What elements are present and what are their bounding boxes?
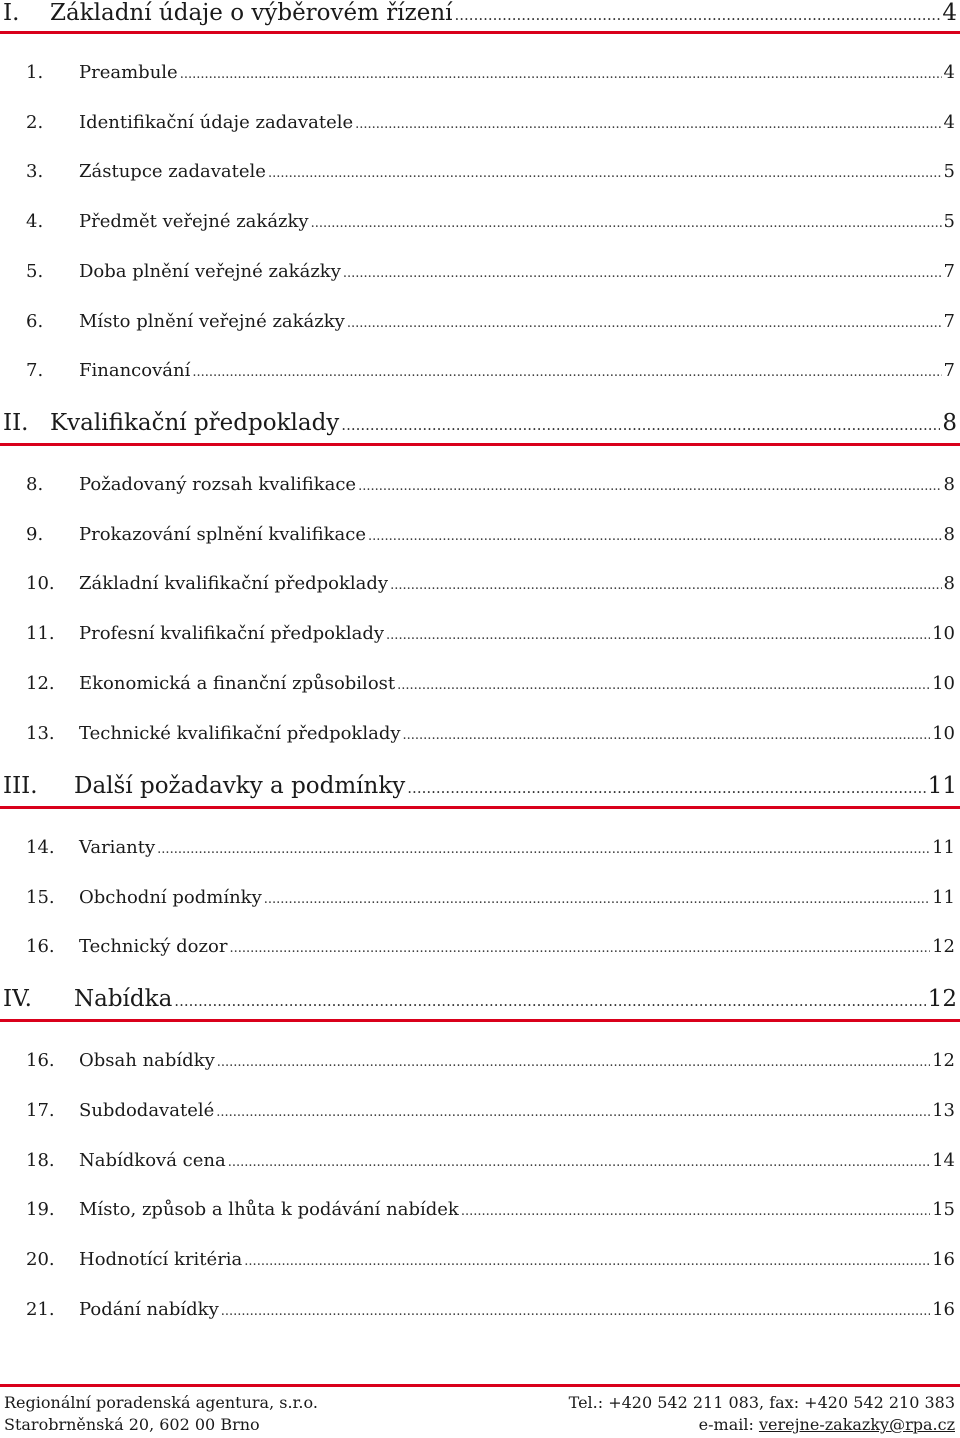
toc-dot-leader — [268, 166, 942, 181]
section-divider — [0, 1019, 960, 1022]
toc-dot-leader — [407, 779, 925, 797]
footer-phone-fax: Tel.: +420 542 211 083, fax: +420 542 210 383 — [568, 1393, 955, 1412]
toc-dot-leader — [216, 1105, 930, 1120]
toc-section-title: Kvalifikační předpoklady — [50, 410, 340, 436]
toc-section-1[interactable] — [3, 0, 957, 26]
toc-dot-leader — [368, 529, 942, 544]
toc-item[interactable] — [26, 573, 955, 594]
toc-dot-leader — [358, 479, 941, 494]
toc-item-number: 19. — [26, 1199, 55, 1220]
toc-item[interactable] — [26, 161, 955, 182]
toc-dot-leader — [157, 842, 930, 857]
toc-section-title: Další požadavky a podmínky — [74, 773, 406, 799]
section-divider — [0, 443, 960, 446]
toc-item-number: 7. — [26, 360, 44, 381]
toc-dot-leader — [343, 266, 942, 281]
toc-item[interactable] — [26, 723, 955, 744]
toc-dot-leader — [244, 1254, 930, 1269]
toc-dot-leader — [180, 67, 942, 82]
toc-dot-leader — [264, 892, 930, 907]
toc-dot-leader — [403, 728, 931, 743]
toc-item-number: 5. — [26, 261, 44, 282]
toc-item-title: Místo plnění veřejné zakázky — [79, 311, 345, 332]
toc-dot-leader — [217, 1055, 930, 1070]
toc-item-number: 21. — [26, 1299, 55, 1320]
toc-dot-leader — [221, 1304, 930, 1319]
toc-page-number: 10 — [932, 623, 955, 644]
toc-page-number: 12 — [932, 1050, 955, 1071]
footer-email-link[interactable]: verejne-zakazky@rpa.cz — [758, 1415, 955, 1434]
toc-item-title: Místo, způsob a lhůta k podávání nabídek — [79, 1199, 459, 1220]
toc-item-number: 17. — [26, 1100, 55, 1121]
footer-contact-block — [569, 1392, 955, 1436]
toc-item[interactable] — [26, 1050, 955, 1071]
toc-item-title: Podání nabídky — [79, 1299, 219, 1320]
toc-dot-leader — [228, 1155, 930, 1170]
toc-page-number: 7 — [943, 360, 955, 381]
toc-page-number: 7 — [943, 311, 955, 332]
toc-item-number: 6. — [26, 311, 44, 332]
toc-item-title: Nabídková cena — [79, 1150, 226, 1171]
toc-item[interactable] — [26, 1249, 955, 1270]
toc-dot-leader — [174, 992, 925, 1010]
toc-item[interactable] — [26, 1299, 955, 1320]
footer-email-line — [569, 1414, 955, 1436]
toc-section-number: III. — [3, 773, 38, 799]
toc-item-title: Obchodní podmínky — [79, 887, 262, 908]
toc-item-title: Prokazování splnění kvalifikace — [79, 524, 367, 545]
toc-item-number: 15. — [26, 887, 55, 908]
toc-section-2[interactable] — [3, 410, 957, 436]
toc-item-title: Subdodavatelé — [79, 1100, 215, 1121]
toc-item[interactable] — [26, 887, 955, 908]
toc-page-number: 5 — [943, 161, 955, 182]
toc-item[interactable] — [26, 62, 955, 83]
toc-dot-leader — [386, 628, 930, 643]
toc-item-title: Identifikační údaje zadavatele — [79, 112, 354, 133]
section-divider — [0, 806, 960, 809]
toc-dot-leader — [355, 117, 941, 132]
toc-dot-leader — [397, 678, 930, 693]
toc-item-number: 10. — [26, 573, 55, 594]
toc-page-number: 4 — [942, 0, 957, 26]
toc-item-number: 20. — [26, 1249, 55, 1270]
toc-item-title: Preambule — [79, 62, 178, 83]
toc-item-number: 14. — [26, 837, 55, 858]
toc-dot-leader — [461, 1204, 930, 1219]
page-footer — [0, 1384, 960, 1438]
toc-item-number: 13. — [26, 723, 55, 744]
toc-item-title: Hodnotící kritéria — [79, 1249, 243, 1270]
toc-page-number: 13 — [932, 1100, 955, 1121]
footer-company-name: Regionální poradenská agentura, s.r.o. — [4, 1393, 318, 1412]
toc-page-number: 11 — [927, 773, 957, 799]
toc-item-title: Profesní kvalifikační předpoklady — [79, 623, 385, 644]
toc-item-number: 18. — [26, 1150, 55, 1171]
toc-section-title: Základní údaje o výběrovém řízení — [50, 0, 453, 26]
toc-page-number: 8 — [942, 410, 957, 436]
toc-item-number: 9. — [26, 524, 44, 545]
toc-item[interactable] — [26, 311, 955, 332]
toc-item-title: Ekonomická a finanční způsobilost — [79, 673, 396, 694]
toc-item-number: 11. — [26, 623, 55, 644]
toc-section-number: IV. — [3, 986, 32, 1012]
toc-item[interactable] — [26, 112, 955, 133]
toc-item[interactable] — [26, 1199, 955, 1220]
toc-section-3[interactable] — [3, 773, 957, 799]
toc-page-number: 16 — [932, 1249, 955, 1270]
toc-dot-leader — [192, 365, 941, 380]
toc-item-title: Předmět veřejné zakázky — [79, 211, 309, 232]
toc-page-number: 8 — [943, 573, 955, 594]
toc-item[interactable] — [26, 261, 955, 282]
toc-item[interactable] — [26, 673, 955, 694]
toc-page-number: 4 — [943, 112, 955, 133]
toc-dot-leader — [455, 6, 941, 24]
toc-item[interactable] — [26, 623, 955, 644]
toc-page-number: 12 — [932, 936, 955, 957]
toc-item-title: Doba plnění veřejné zakázky — [79, 261, 341, 282]
footer-address: Starobrněnská 20, 602 00 Brno — [4, 1415, 260, 1434]
toc-item-number: 2. — [26, 112, 44, 133]
toc-dot-leader — [390, 578, 941, 593]
toc-item-number: 4. — [26, 211, 44, 232]
toc-section-4[interactable] — [3, 986, 957, 1012]
toc-item[interactable] — [26, 1150, 955, 1171]
toc-page-number: 15 — [932, 1199, 955, 1220]
toc-item-title: Obsah nabídky — [79, 1050, 215, 1071]
toc-item-number: 8. — [26, 474, 44, 495]
toc-page-number: 14 — [932, 1150, 955, 1171]
toc-item-title: Technický dozor — [79, 936, 228, 957]
toc-page-number: 7 — [943, 261, 955, 282]
toc-dot-leader — [311, 216, 942, 231]
toc-item-title: Varianty — [79, 837, 156, 858]
toc-dot-leader — [347, 316, 942, 331]
footer-company-block — [4, 1392, 318, 1436]
toc-item[interactable] — [26, 936, 955, 957]
toc-page-number: 10 — [932, 723, 955, 744]
toc-page-number: 11 — [932, 837, 955, 858]
footer-email-label: e-mail: — [698, 1415, 759, 1434]
toc-item[interactable] — [26, 1100, 955, 1121]
toc-item-title: Požadovaný rozsah kvalifikace — [79, 474, 357, 495]
section-divider — [0, 31, 960, 34]
toc-item-title: Základní kvalifikační předpoklady — [79, 573, 389, 594]
toc-item[interactable] — [26, 837, 955, 858]
toc-page-number: 8 — [943, 474, 955, 495]
toc-dot-leader — [229, 941, 930, 956]
toc-page-number: 16 — [932, 1299, 955, 1320]
footer-divider — [0, 1384, 960, 1387]
toc-item-number: 16. — [26, 1050, 55, 1071]
toc-item-title: Technické kvalifikační předpoklady — [79, 723, 401, 744]
toc-item-number: 16. — [26, 936, 55, 957]
toc-page-number: 4 — [943, 62, 955, 83]
toc-page-number: 12 — [927, 986, 957, 1012]
toc-page-number: 10 — [932, 673, 955, 694]
toc-item[interactable] — [26, 211, 955, 232]
toc-item-number: 1. — [26, 62, 44, 83]
toc-item[interactable] — [26, 524, 955, 545]
toc-section-number: II. — [3, 410, 29, 436]
toc-dot-leader — [341, 416, 940, 434]
toc-item-number: 3. — [26, 161, 44, 182]
toc-page-number: 5 — [943, 211, 955, 232]
toc-item-number: 12. — [26, 673, 55, 694]
toc-item-title: Zástupce zadavatele — [79, 161, 266, 182]
toc-item[interactable] — [26, 360, 955, 381]
toc-item-title: Financování — [79, 360, 191, 381]
toc-page-number: 8 — [943, 524, 955, 545]
toc-item[interactable] — [26, 474, 955, 495]
toc-page-number: 11 — [932, 887, 955, 908]
toc-section-number: I. — [3, 0, 20, 26]
toc-section-title: Nabídka — [74, 986, 173, 1012]
